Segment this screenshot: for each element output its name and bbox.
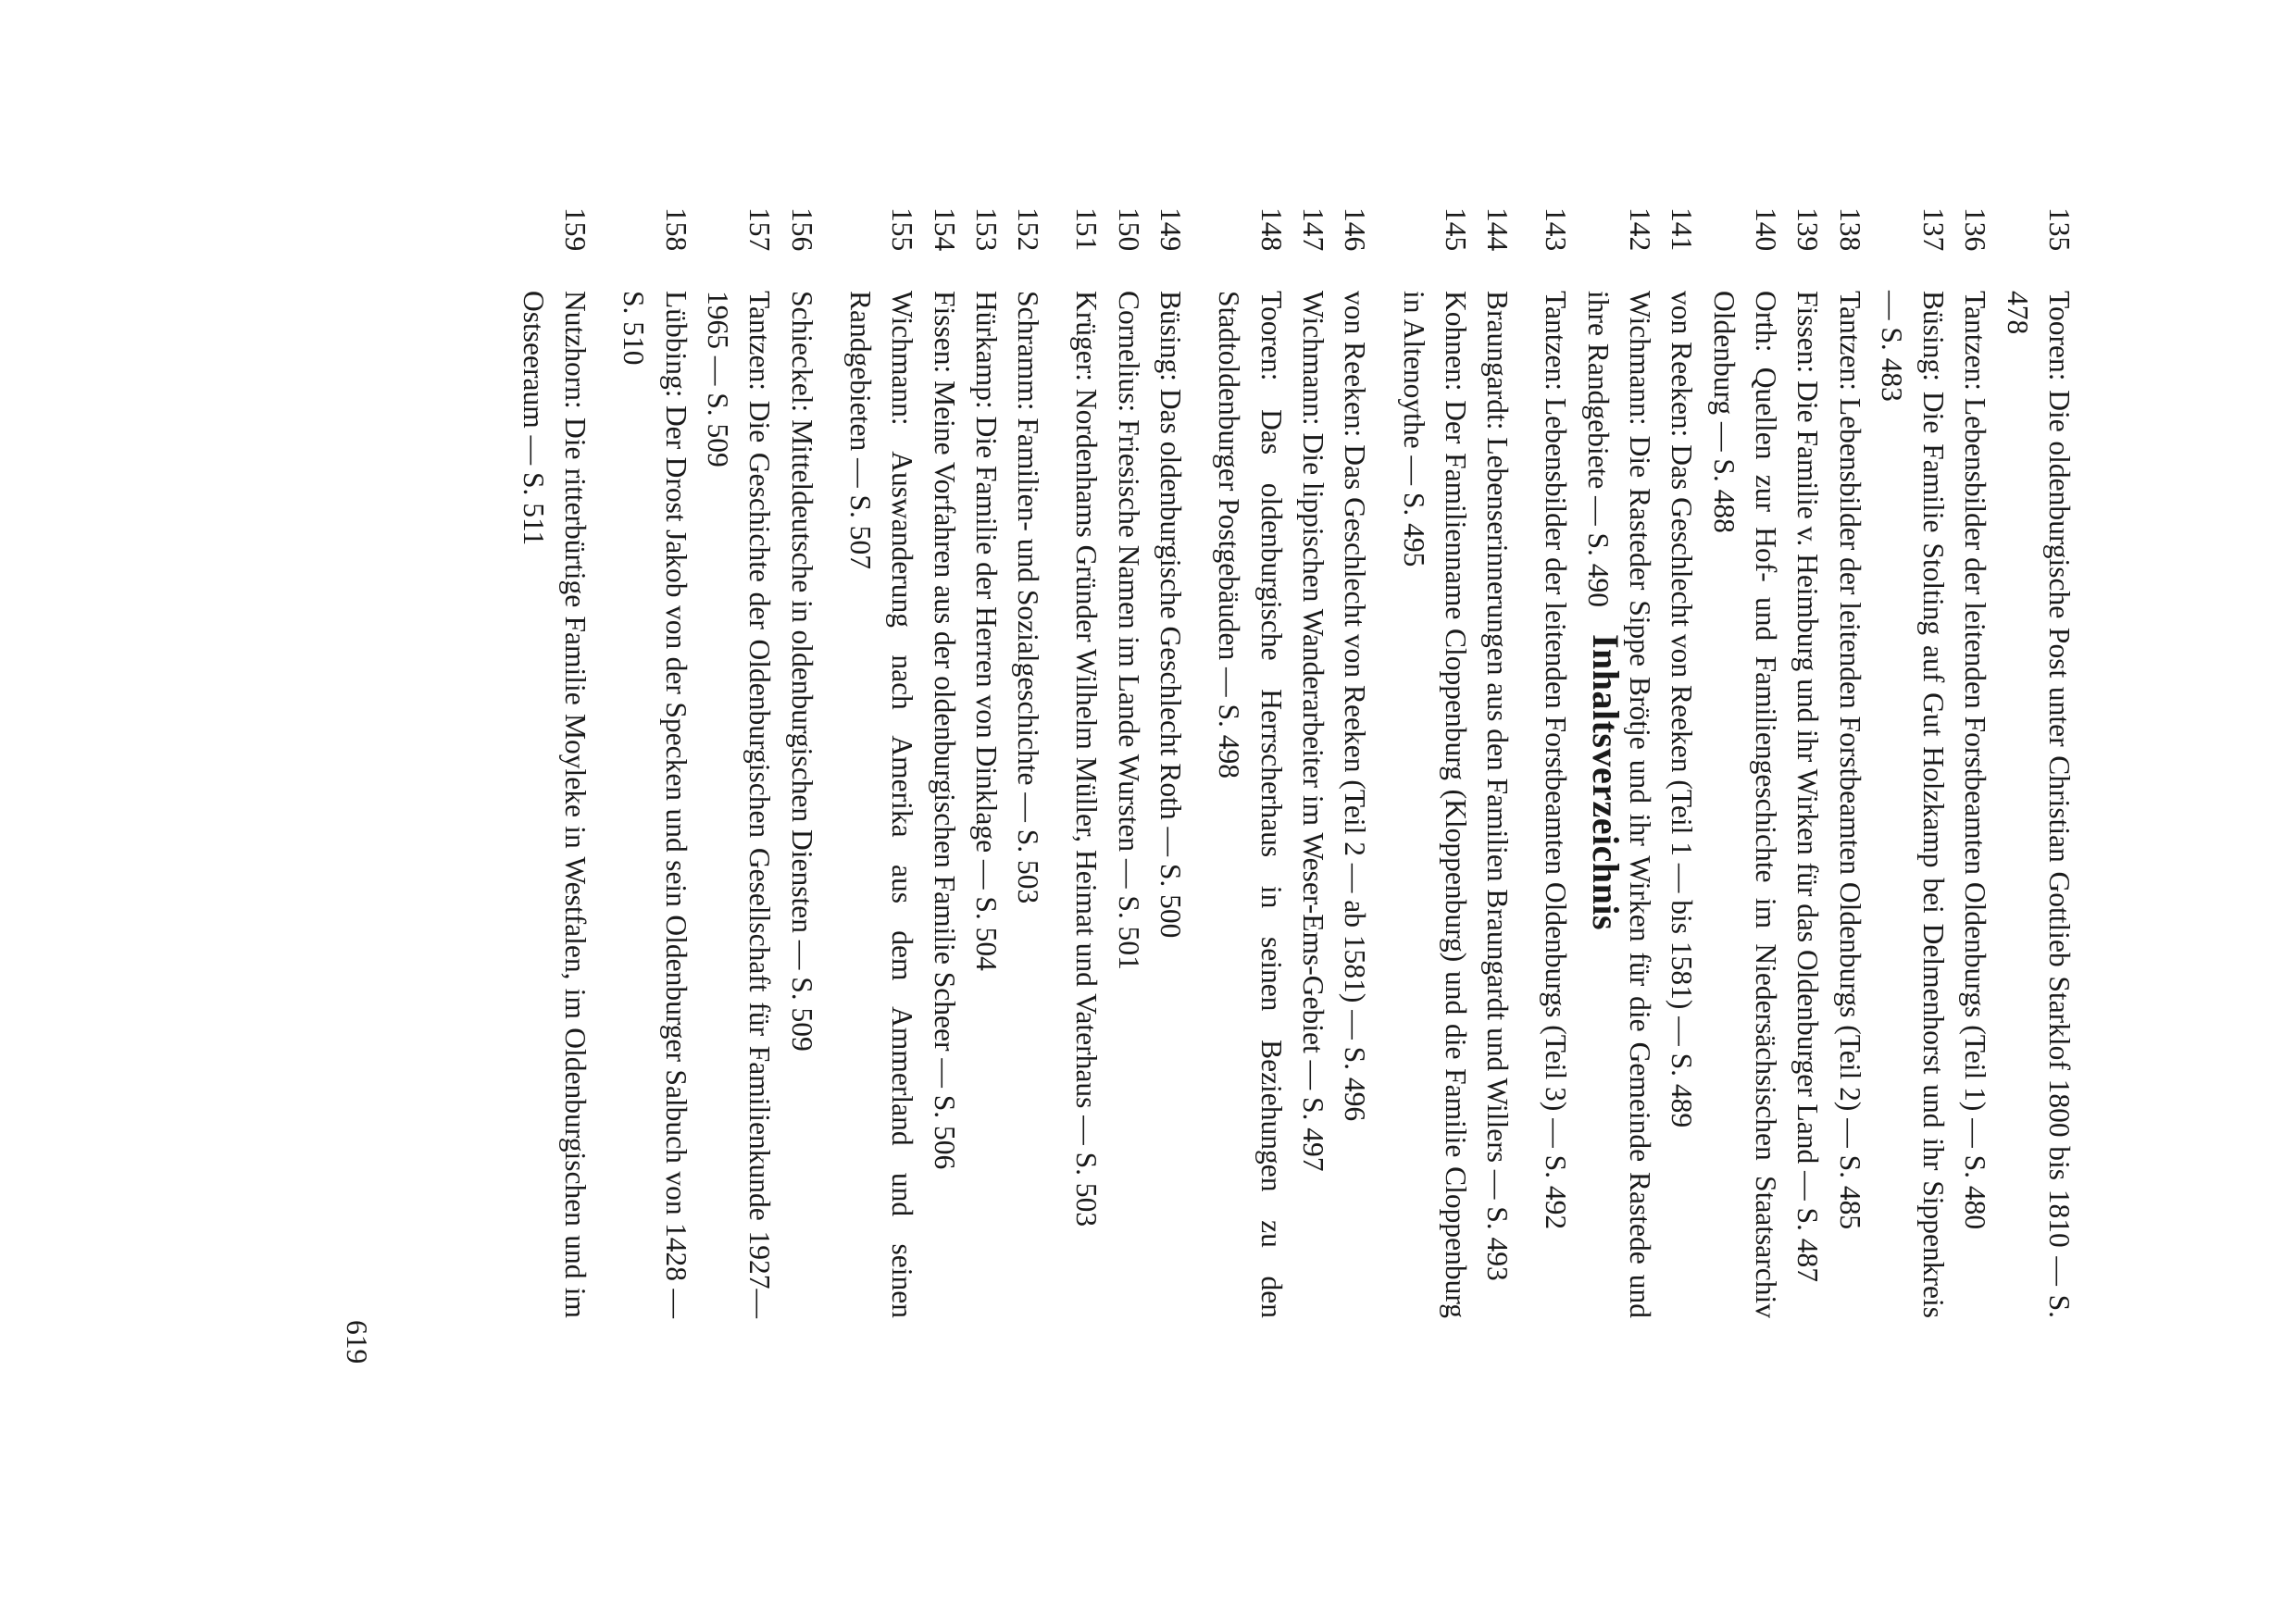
- entry-text: Büsing: Die Familie Stolting auf Gut Holzkamp bei Delmenhorst und ihr Sippenkreis — S. 483: [1875, 291, 1951, 1318]
- entry-number: 142: [1624, 207, 1657, 252]
- entry-text: Tooren: Das oldenburgische Herrscherhaus in seinen Beziehungen zu den Stadtoldenburger Postgebäuden — S. 498: [1213, 291, 1288, 1318]
- entry-text: Tooren: Die oldenburgische Post unter Christian Gottlieb Starklof 1800 bis 1810 — S. 478: [2001, 291, 2076, 1318]
- entry-text: von Reeken: Das Geschlecht von Reeken (Teil 1 — bis 1581) — S. 489: [1666, 291, 1699, 1128]
- entry-number: 147: [1296, 207, 1329, 252]
- toc-entry: [966, 207, 1007, 1318]
- entry-number: 149: [1154, 207, 1188, 252]
- toc-entry: [1871, 207, 1955, 1318]
- entry-number: 145: [1439, 207, 1472, 252]
- toc-entry: [513, 207, 597, 1318]
- entry-number: 158: [659, 207, 693, 252]
- table-of-contents: [513, 207, 2080, 1318]
- entry-number: 146: [1339, 207, 1372, 252]
- entry-number: 140: [1749, 207, 1782, 252]
- entry-text: Schieckel: Mitteldeutsche in oldenburgischen Diensten — S. 509: [785, 291, 818, 1052]
- entry-number: 136: [1959, 207, 1992, 252]
- entry-number: 154: [928, 207, 961, 252]
- page-title: Inhaltsverzeichnis: [1585, 633, 1628, 931]
- toc-entry: [1334, 207, 1376, 1318]
- toc-entry: [1208, 207, 1292, 1318]
- entry-text: Wichmann: Die Rasteder Sippe Brötje und ihr Wirken für die Gemeinde Rastede und ihre Randgebiete — S. 490: [1581, 291, 1657, 1318]
- entry-text: Hürkamp: Die Familie der Herren von Dinklage — S. 504: [969, 291, 1003, 971]
- entry-text: Kohnen: Der Familienname Cloppenburg (Kloppenburg) und die Familie Cloppenburg in Altenoythe — S. 495: [1397, 291, 1472, 1318]
- entry-text: Schramm: Familien- und Sozialgeschichte — S. 503: [1012, 291, 1045, 904]
- entry-text: Fissen: Meine Vorfahren aus der oldenburgischen Familie Scheer — S. 506: [928, 291, 961, 1170]
- entry-text: Büsing: Das oldenburgische Geschlecht Roth — S. 500: [1154, 291, 1188, 939]
- entry-number: 152: [1012, 207, 1045, 252]
- toc-entry: [1392, 207, 1477, 1318]
- entry-text: Tantzen: Lebensbilder der leitenden Forstbeamten Oldenburgs (Teil 3) — S. 492: [1540, 291, 1573, 1230]
- page-number: 619: [341, 1320, 373, 1364]
- entry-text: Cornelius: Friesische Namen im Lande Wursten — S. 501: [1112, 291, 1145, 970]
- entry-number: 156: [785, 207, 818, 252]
- toc-entry: [840, 207, 924, 1318]
- entry-number: 139: [1791, 207, 1825, 252]
- entry-text: Orth: Quellen zur Hof- und Familiengeschichte im Niedersächsischen Staatsarchiv Oldenburg — S. 488: [1707, 291, 1782, 1318]
- toc-entry: [1787, 207, 1828, 1318]
- entry-text: von Reeken: Das Geschlecht von Reeken (Teil 2 — ab 1581) — S. 496: [1339, 291, 1372, 1122]
- entry-number: 143: [1540, 207, 1573, 252]
- toc-entry: [1477, 207, 1518, 1318]
- entry-text: Krüger: Nordenhams Gründer Wilhelm Müller, Heimat und Vaterhaus — S. 503: [1070, 291, 1104, 1227]
- entry-number: 159: [559, 207, 593, 252]
- toc-entry: [1954, 207, 1996, 1318]
- entry-number: 150: [1112, 207, 1145, 252]
- toc-entry: [1535, 207, 1577, 1318]
- entry-number: 157: [743, 207, 777, 252]
- entry-number: 137: [1917, 207, 1951, 252]
- toc-entry: [1107, 207, 1149, 1318]
- entry-number: 151: [1070, 207, 1104, 252]
- entry-text: Nutzhorn: Die ritterbürtige Familie Moyleke in Westfalen, im Oldenburgischen und im Ostseeraum — S. 511: [517, 291, 593, 1318]
- document-page: [0, 130, 2296, 1435]
- entry-text: Lübbing: Der Drost Jakob von der Specken und sein Oldenburger Salbuch von 1428 — S. 510: [618, 291, 693, 1318]
- entry-text: Braungardt: Lebenserinnerungen aus den Familien Braungardt und Willers — S. 493: [1481, 291, 1515, 1281]
- entry-text: Tantzen: Lebensbilder der leitenden Forstbeamten Oldenburgs (Teil 1) — S. 480: [1959, 291, 1992, 1230]
- entry-text: Wichmann: Auswanderung nach Amerika aus dem Ammerland und seinen Randgebieten — S. 507: [843, 291, 919, 1318]
- entry-text: Wichmann: Die lippischen Wanderarbeiter im Weser-Ems-Gebiet — S. 497: [1296, 291, 1329, 1172]
- toc-entry: [1828, 207, 1870, 1318]
- entry-number: 148: [1254, 207, 1288, 252]
- entry-number: 153: [969, 207, 1003, 252]
- toc-entry: [1150, 207, 1192, 1318]
- toc-entry: [1661, 207, 1703, 1318]
- toc-entry: [1703, 207, 1787, 1318]
- entry-text: Tantzen: Lebensbilder der leitenden Forstbeamten Oldenburgs (Teil 2) — S. 485: [1833, 291, 1866, 1230]
- entry-number: 144: [1481, 207, 1515, 252]
- entry-text: Tantzen: Die Geschichte der Oldenburgischen Gesellschaft für Familienkunde 1927—1965 — S. 509: [702, 291, 777, 1318]
- toc-entry: [697, 207, 781, 1318]
- toc-entry: [1007, 207, 1049, 1318]
- entry-number: 135: [2043, 207, 2076, 252]
- entry-text: Fissen: Die Familie v. Heimburg und ihr Wirken für das Oldenburger Land — S. 487: [1791, 291, 1825, 1283]
- entry-number: 155: [886, 207, 919, 252]
- toc-entry: [780, 207, 822, 1318]
- toc-entry: [1292, 207, 1334, 1318]
- toc-entry: [1066, 207, 1107, 1318]
- entry-number: 138: [1833, 207, 1866, 252]
- toc-entry: [1996, 207, 2080, 1318]
- entry-number: 141: [1666, 207, 1699, 252]
- toc-entry: [1577, 207, 1661, 1318]
- toc-entry: [613, 207, 697, 1318]
- toc-entry: [923, 207, 965, 1318]
